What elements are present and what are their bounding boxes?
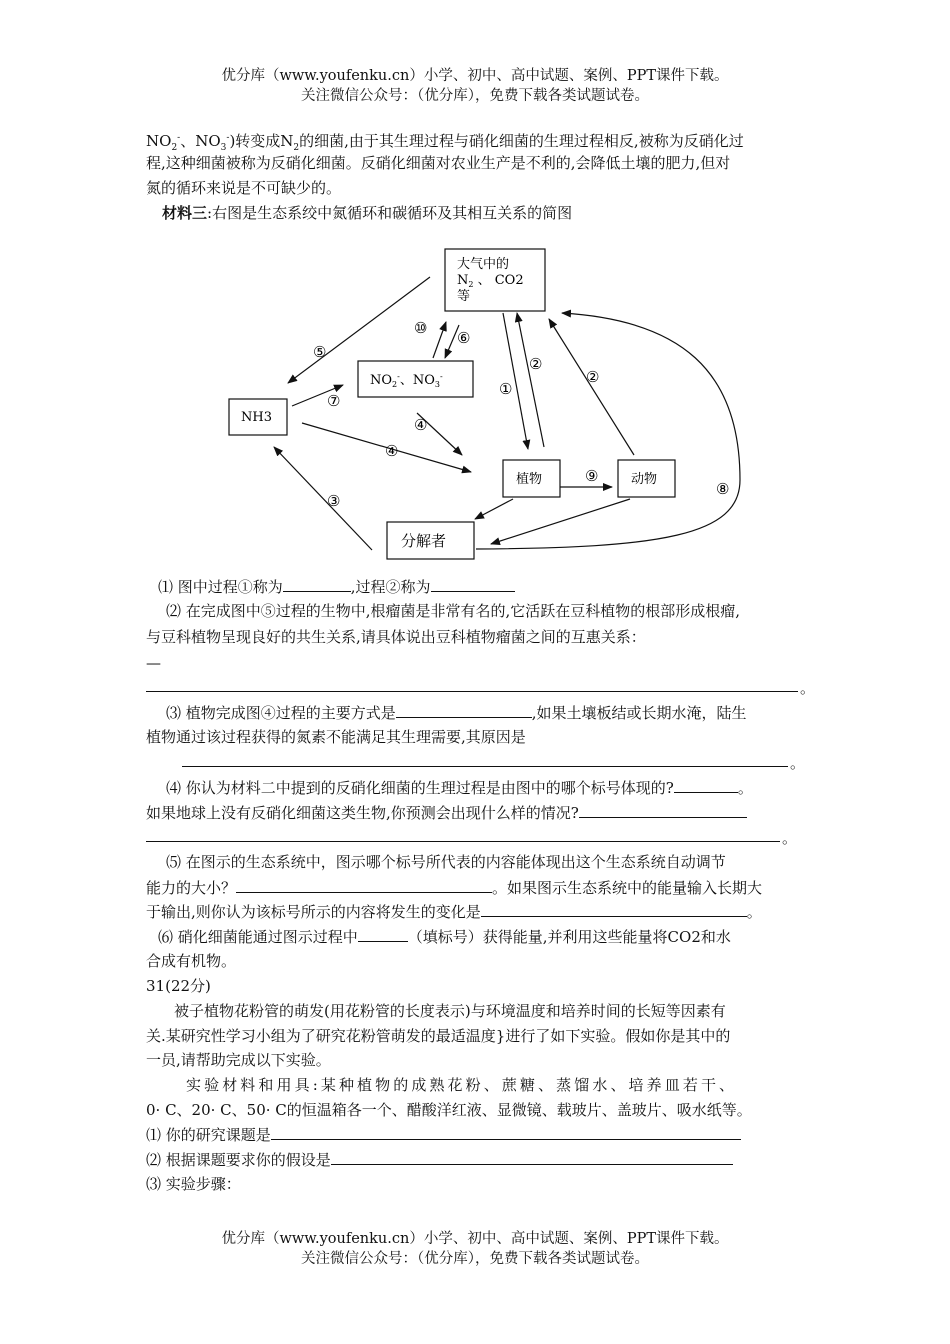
question-2-line-1: ⑵ 在完成图中⑤过程的生物中,根瘤菌是非常有名的,它活跃在豆科植物的根部形成根瘤, xyxy=(166,602,741,620)
question-5-line-1: ⑸ 在图示的生态系统中，图示哪个标号所代表的内容能体现出这个生态系统自动调节 xyxy=(166,853,726,871)
answer-blank-2[interactable] xyxy=(146,690,798,692)
nh3-label: NH3 xyxy=(241,410,272,425)
question-6-line-2: 合成有机物。 xyxy=(146,952,237,970)
question-1: ⑴ 图中过程①称为 ,过程②称为 xyxy=(158,576,515,597)
question-31-materials: 实验材料和用具:某种植物的成熟花粉、蔗糖、蒸馏水、培养皿若干、 xyxy=(186,1076,738,1094)
process-label-9: ⑨ xyxy=(585,467,599,485)
arrow-8 xyxy=(476,313,740,549)
question-3-period: 。 xyxy=(790,754,806,772)
answer-blank-31-1[interactable] xyxy=(271,1124,741,1140)
question-2-line-2: 与豆科植物呈现良好的共生关系,请具体说出豆科植物瘤菌之间的互惠关系： xyxy=(146,628,646,646)
answer-blank-4c[interactable] xyxy=(146,840,780,842)
plant-label: 植物 xyxy=(516,472,543,487)
process-label-6: ⑥ xyxy=(457,329,471,347)
answer-blank-5a[interactable] xyxy=(236,877,492,893)
process-label-2b: ② xyxy=(586,368,600,386)
arrow-3 xyxy=(274,447,372,550)
material3-heading: 材料三:右图是生态系绞中氮循环和碳循环及其相互关系的简图 xyxy=(162,204,573,222)
arrow-animal-decomposer xyxy=(491,499,630,544)
question-31-para-1: 被子植物花粉管的萌发(用花粉管的长度表示)与环境温度和培养时间的长短等因素有 xyxy=(174,1002,726,1020)
question-31-step-2: ⑵ 根据课题要求你的假设是 xyxy=(146,1149,733,1170)
process-label-8: ⑧ xyxy=(716,480,730,498)
answer-blank-4b[interactable] xyxy=(579,802,747,818)
arrow-2a xyxy=(517,313,544,447)
process-label-4b: ④ xyxy=(385,442,399,460)
intro-line-1: $NO_2^-$、$NO_3^-$)转变成$N_2$的细菌,由于其生理过程与硝化细菌的生理过程相反,被称为反硝化过 xyxy=(146,132,744,153)
question-3-line-1: ⑶ 植物完成图④过程的主要方式是 ,如果土壤板结或长期水淹，陆生 xyxy=(166,704,747,722)
decomposer-label: 分解者 xyxy=(401,532,447,550)
question-4-line-1: ⑷ 你认为材料二中提到的反硝化细菌的生理过程是由图中的哪个标号体现的? 。 xyxy=(166,779,753,797)
process-label-3: ③ xyxy=(327,492,341,510)
question-2-period: 。 xyxy=(800,679,816,697)
arrow-plant-decomposer xyxy=(475,499,513,519)
question-31-title: 31(22分) xyxy=(146,977,211,995)
process-label-5: ⑤ xyxy=(313,343,327,361)
intro-line-2: 程,这种细菌被称为反硝化细菌。反硝化细菌对农业生产是不利的,会降低土壤的肥力,但对 xyxy=(146,154,731,172)
footer-line-2: 关注微信公众号：（优分库），免费下载各类试题试卷。 xyxy=(301,1251,649,1267)
question-31-step-1: ⑴ 你的研究课题是 xyxy=(146,1124,741,1145)
question-3-line-2: 植物通过该过程获得的氮素不能满足其生理需要,其原因是 xyxy=(146,728,526,746)
answer-blank-1a[interactable] xyxy=(283,576,351,592)
question-2-dash: — xyxy=(146,654,161,672)
answer-blank-3b[interactable] xyxy=(182,765,788,767)
atmosphere-label-line2: $N_2$ 、 CO2 xyxy=(457,273,524,289)
animal-label: 动物 xyxy=(631,472,658,487)
question-31-para-3: 一员,请帮助完成以下实验。 xyxy=(146,1051,331,1069)
atmosphere-label-line3: 等 xyxy=(457,289,471,304)
answer-blank-1b[interactable] xyxy=(431,576,515,592)
header-line-1: 优分库（www.youfenku.cn）小学、初中、高中试题、案例、PPT课件下载。 xyxy=(221,68,729,84)
header-line-2: 关注微信公众号：（优分库），免费下载各类试题试卷。 xyxy=(301,88,649,104)
process-label-7: ⑦ xyxy=(327,392,341,410)
process-label-1: ① xyxy=(499,380,513,398)
answer-blank-5b[interactable] xyxy=(481,901,747,917)
question-31-para-2: 关.某研究性学习小组为了研究花粉管萌发的最适温度}进行了如下实验。假如你是其中的 xyxy=(146,1027,731,1045)
process-label-4a: ④ xyxy=(414,416,428,434)
question-4-line-2: 如果地球上没有反硝化细菌这类生物,你预测会出现什么样的情况? xyxy=(146,802,747,823)
arrow-10 xyxy=(433,322,446,358)
answer-blank-6[interactable] xyxy=(358,926,408,942)
process-label-2a: ② xyxy=(529,355,543,373)
nitrate-label: $NO_2^-$、$NO_3^-$ xyxy=(370,372,443,389)
question-5-line-3: 于输出,则你认为该标号所示的内容将发生的变化是 。 xyxy=(146,903,762,921)
question-31-materials-2: 0· C、20· C、50· C的恒温箱各一个、醋酸洋红液、显微镜、载玻片、盖玻片、吸水纸等。 xyxy=(146,1101,752,1119)
question-4-period: 。 xyxy=(782,829,798,847)
atmosphere-label-line1: 大气中的 xyxy=(457,257,510,272)
answer-blank-31-2[interactable] xyxy=(331,1149,733,1165)
process-label-10: ⑩ xyxy=(414,319,428,337)
answer-blank-3a[interactable] xyxy=(396,702,532,718)
arrow-2b xyxy=(549,319,634,455)
intro-line-3: 氮的循环来说是不可缺少的。 xyxy=(146,179,342,197)
answer-blank-4a[interactable] xyxy=(674,777,738,793)
question-31-step-3: ⑶ 实验步骤： xyxy=(146,1175,241,1193)
question-5-line-2: 能力的大小？ 。如果图示生态系统中的能量输入长期大 xyxy=(146,879,763,897)
question-6-line-1: ⑹ 硝化细菌能通过图示过程中 （填标号）获得能量,并利用这些能量将CO2和水 xyxy=(158,928,731,946)
footer-line-1: 优分库（www.youfenku.cn）小学、初中、高中试题、案例、PPT课件下载。 xyxy=(221,1231,729,1247)
